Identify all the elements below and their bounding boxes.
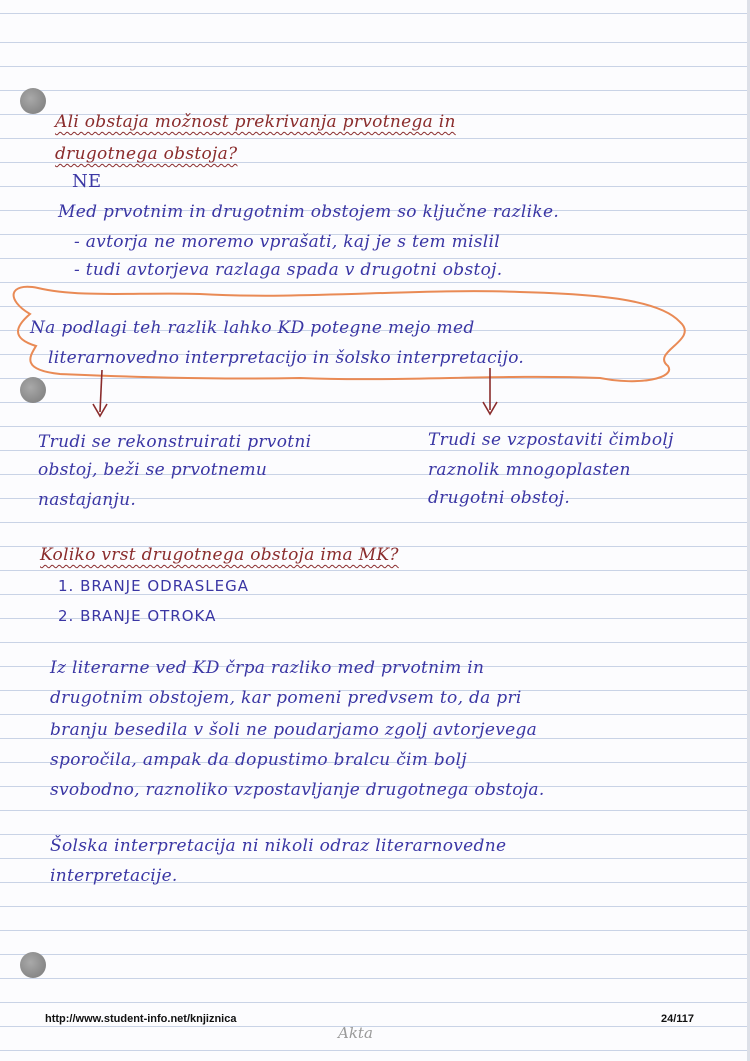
paragraph-1-line-4: sporočila, ampak da dopustimo bralcu čim bolj: [50, 750, 467, 770]
paragraph-1-line-3: branju besedila v šoli ne poudarjamo zgolj avtorjevega: [50, 720, 538, 740]
list-item-2: 2. BRANJE OTROKA: [58, 607, 217, 625]
question-1-line-2: drugotnega obstoja?: [55, 144, 238, 164]
signature-mark: Akta: [338, 1024, 373, 1042]
footer-url: http://www.student-info.net/knjiznica: [45, 1013, 237, 1025]
punch-hole-top: [20, 88, 46, 114]
left-column-line-1: Trudi se rekonstruirati prvotni: [38, 432, 312, 452]
right-column-line-1: Trudi se vzpostaviti čimbolj: [428, 430, 674, 450]
paragraph-1-line-5: svobodno, raznoliko vzpostavljanje drugotnega obstoja.: [50, 780, 545, 800]
question-2: Koliko vrst drugotnega obstoja ima MK?: [40, 545, 399, 565]
left-column-line-3: nastajanju.: [38, 490, 137, 510]
bubble-line-1: Na podlagi teh razlik lahko KD potegne mejo med: [30, 318, 475, 338]
right-column-line-2: raznolik mnogoplasten: [428, 460, 631, 480]
paragraph-1-line-1: Iz literarne ved KD črpa razliko med prvotnim in: [50, 658, 485, 678]
question-1-line-1: Ali obstaja možnost prekrivanja prvotnega in: [55, 112, 456, 132]
left-column-line-2: obstoj, beži se prvotnemu: [38, 460, 268, 480]
punch-hole-bottom: [20, 952, 46, 978]
right-column-line-3: drugotni obstoj.: [428, 488, 571, 508]
bullet-2: - tudi avtorjeva razlaga spada v drugotni obstoj.: [74, 260, 503, 280]
reason-intro: Med prvotnim in drugotnim obstojem so ključne razlike.: [58, 202, 560, 222]
bubble-line-2: literarnovedno interpretacijo in šolsko interpretacijo.: [48, 348, 525, 368]
list-item-1: 1. BRANJE ODRASLEGA: [58, 577, 250, 595]
paragraph-2-line-2: interpretacije.: [50, 866, 178, 886]
answer: NE: [72, 171, 102, 192]
paragraph-2-line-1: Šolska interpretacija ni nikoli odraz literarnovedne: [50, 836, 507, 856]
bullet-1: - avtorja ne moremo vprašati, kaj je s tem mislil: [74, 232, 500, 252]
page-number: 24/117: [661, 1013, 695, 1025]
paragraph-1-line-2: drugotnim obstojem, kar pomeni predvsem to, da pri: [50, 688, 522, 708]
